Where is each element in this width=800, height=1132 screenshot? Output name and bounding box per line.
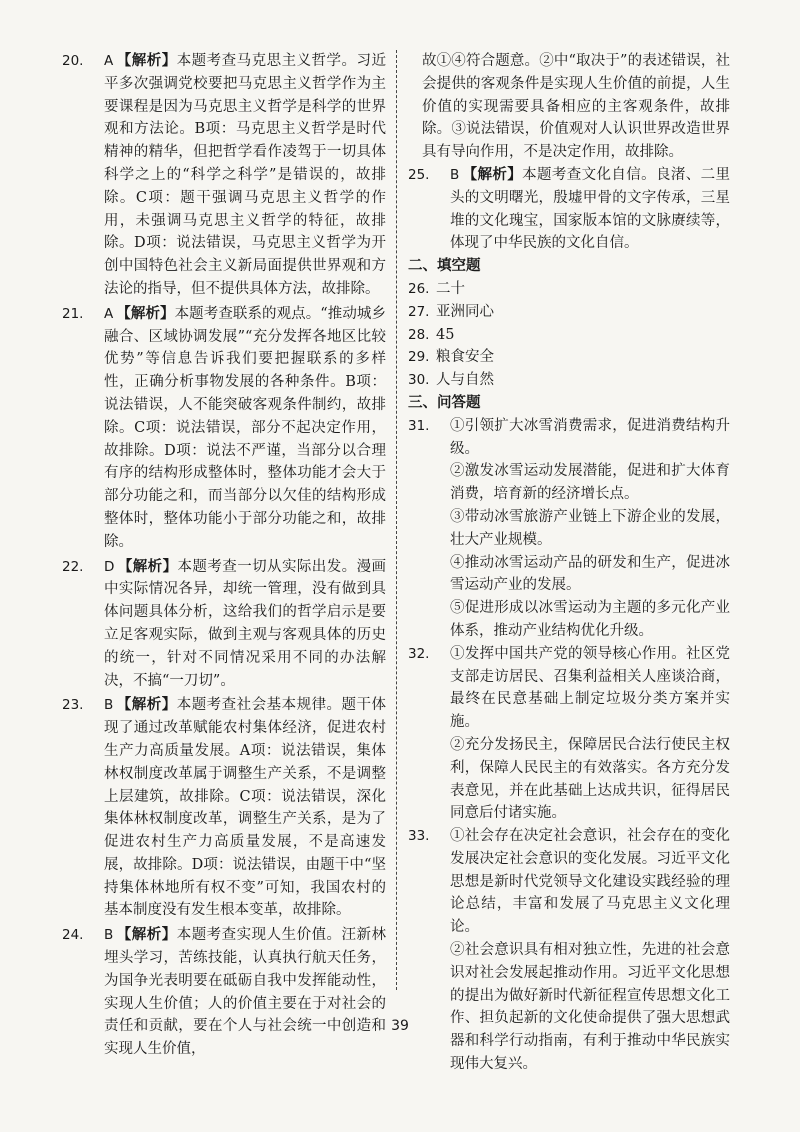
question-number: 25. [408, 166, 430, 183]
right-column [408, 50, 730, 1076]
left-column [62, 50, 386, 1061]
question-32 [408, 643, 730, 825]
question-24 [62, 924, 386, 1061]
question-number: 26. [408, 280, 430, 297]
question-25 [408, 164, 730, 255]
answer-letter: B [450, 166, 460, 183]
answer-point: ②充分发扬民主，保障居民合法行使民主权利，保障人民民主的有效落实。各方充分发表意见，并在此基础上达成共识，征得居民同意后付诸实施。 [450, 736, 730, 822]
fill-answer [408, 346, 730, 369]
answer-point: ①发挥中国共产党的领导核心作用。社区党支部走访居民、召集利益相关人座谈洽商，最终在民意基础上制定垃圾分类方案并实施。 [450, 645, 730, 731]
question-number: 28. [408, 326, 430, 343]
question-number: 21. [62, 305, 84, 322]
analysis-tag: 【解析】 [116, 52, 177, 69]
question-number: 29. [408, 349, 430, 366]
question-number: 30. [408, 372, 430, 389]
question-20 [62, 50, 386, 301]
question-31 [408, 415, 730, 643]
question-number: 23. [62, 697, 84, 714]
analysis-text: 本题考查实现人生价值。汪新林埋头学习，苦练技能，认真执行航天任务，为国争光表明要在砥砺自我中发挥能动性，实现人生价值；人的价值主要在于对社会的责任和贡献，要在个人与社会统一中创造和实现人生价值， [104, 927, 387, 1058]
fill-answer [408, 301, 730, 324]
answer-point: ④推动冰雪运动产品的研发和生产，促进冰雪运动产业的发展。 [450, 554, 730, 594]
question-number: 24. [62, 927, 84, 944]
analysis-tag: 【解析】 [116, 304, 175, 322]
fill-text: 粮食安全 [436, 349, 494, 366]
analysis-text: 本题考查文化自信。良渚、二里头的文明曙光，殷墟甲骨的文字传承，三星堆的文化瑰宝，国家版本馆的文脉赓续等，体现了中华民族的文化自信。 [450, 166, 731, 252]
answer-letter: B [104, 927, 114, 944]
answer-point: ⑤促进形成以冰雪运动为主题的多元化产业体系，推动产业结构优化升级。 [450, 600, 730, 639]
question-21 [62, 303, 386, 554]
question-22 [62, 556, 386, 693]
fill-text: 亚洲同心 [436, 303, 494, 320]
question-23 [62, 694, 386, 922]
answer-letter: A [104, 305, 114, 322]
fill-text: 人与自然 [436, 372, 494, 389]
fill-answer [408, 278, 730, 301]
analysis-text: 本题考查马克思主义哲学。习近平多次强调党校要把马克思主义哲学作为主要课程是因为马克思主义哲学是科学的世界观和方法论。B项：马克思主义哲学是时代精神的精华，但把哲学看作凌驾于一切具体科学之上的“科学之科学”是错误的，故排除。C项：题干强调马克思主义哲学的作用，未强调马克思主义哲学的特征，故排除。D项：说法错误，马克思主义哲学为开创中国特色社会主义新局面提供世界观和方法论的指导，但不提供具体方法，故排除。 [104, 53, 387, 297]
answer-point: ③带动冰雪旅游产业链上下游企业的发展，壮大产业规模。 [450, 508, 730, 548]
column-divider [396, 50, 397, 990]
section-fill-heading: 二、填空题 [408, 257, 481, 275]
analysis-tag: 【解析】 [117, 557, 178, 575]
answer-point: ②激发冰雪运动发展潜能，促进和扩大体育消费，培育新的经济增长点。 [450, 463, 730, 503]
analysis-tag: 【解析】 [462, 165, 523, 183]
answer-point: ②社会意识具有相对独立性，先进的社会意识对社会发展起推动作用。习近平文化思想的提出为做好新时代新征程宣传思想文化工作、担负起新的文化使命提供了强大思想武器和科学行动指南，有利于推动中华民族实现伟大复兴。 [450, 942, 730, 1073]
question-number: 27. [408, 303, 430, 320]
fill-answer [408, 369, 730, 392]
fill-text: 二十 [436, 280, 465, 297]
analysis-text: 本题考查社会基本规律。题干体现了通过改革赋能农村集体经济，促进农村生产力高质量发展。A项：说法错误，集体林权制度改革属于调整生产关系，不是调整上层建筑，故排除。C项：说法错误，深化集体林权制度改革，调整生产关系，是为了促进农村生产力高质量发展，不是高速发展，故排除。D项：说法错误，由题干中“坚持集体林地所有权不变”可知，我国农村的基本制度没有发生根本变革，故排除。 [104, 697, 387, 919]
answer-letter: B [104, 697, 114, 714]
question-number: 20. [62, 53, 84, 69]
question-24-continuation: 故①④符合题意。②中“取决于”的表述错误，社会提供的客观条件是实现人生价值的前提，人生价值的实现需要具备相应的主客观条件，故排除。③说法错误，价值观对人认识世界改造世界具有导向作用，不是决定作用，故排除。 [422, 53, 730, 161]
answer-letter: D [104, 558, 115, 575]
page-number: 39 [391, 1018, 409, 1034]
question-number: 33. [408, 828, 430, 845]
question-33 [408, 825, 730, 1076]
answer-point: ①社会存在决定社会意识，社会存在的变化发展决定社会意识的变化发展。习近平文化思想是新时代党领导文化建设实践经验的理论总结，丰富和发展了马克思主义文化理论。 [450, 828, 730, 936]
analysis-tag: 【解析】 [116, 696, 177, 714]
fill-text: 45 [436, 326, 455, 343]
answer-letter: A [104, 53, 114, 69]
question-number: 22. [62, 558, 84, 575]
section-qa-heading: 三、问答题 [408, 393, 481, 411]
question-number: 31. [408, 417, 430, 434]
analysis-text: 本题考查一切从实际出发。漫画中实际情况各异，却统一管理，没有做到具体问题具体分析，这给我们的哲学启示是要立足客观实际，做到主观与客观具体的历史的统一，针对不同情况采用不同的办法解决，不搞“一刀切”。 [104, 558, 386, 689]
answer-point: ①引领扩大冰雪消费需求，促进消费结构升级。 [450, 417, 730, 457]
analysis-tag: 【解析】 [116, 926, 177, 944]
question-number: 32. [408, 645, 430, 662]
fill-answer [408, 324, 730, 347]
analysis-text: 本题考查联系的观点。“推动城乡融合、区域协调发展”“充分发挥各地区比较优势”等信息告诉我们要把握联系的多样性，正确分析事物发展的各种条件。B项：说法错误，人不能突破客观条件制约，故排除。C项：说法错误，部分不起决定作用，故排除。D项：说法不严谨，当部分以合理有序的结构形成整体时，整体功能才会大于部分功能之和，而当部分以欠佳的结构形成整体时，整体功能小于部分功能之和，故排除。 [104, 305, 386, 550]
